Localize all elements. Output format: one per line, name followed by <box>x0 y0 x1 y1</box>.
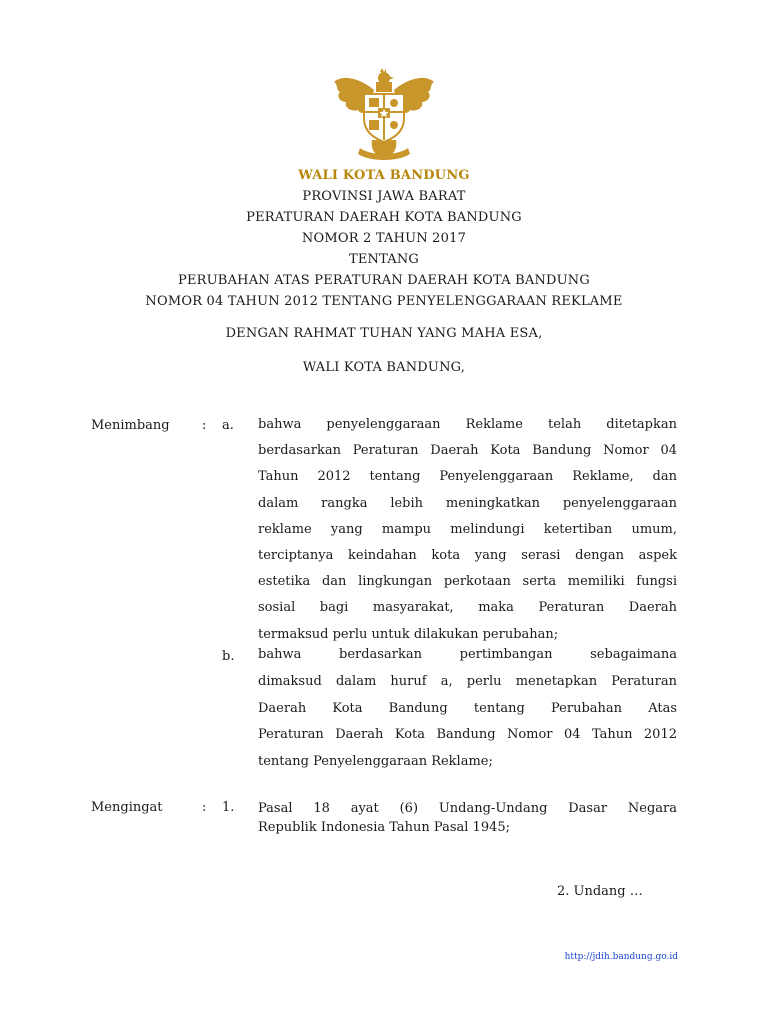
menimbang-item-a-text <box>258 412 677 648</box>
mengingat-item-1-marker: 1. <box>222 800 235 815</box>
text-line: dalam rangka lebih meningkatkan penyelenggaraan <box>258 495 677 511</box>
text-line: estetika dan lingkungan perkotaan serta memiliki fungsi <box>258 574 677 590</box>
menimbang-item-b-text <box>258 642 677 776</box>
header-subject-line2: NOMOR 04 TAHUN 2012 TENTANG PENYELENGGARAAN REKLAME <box>145 294 623 309</box>
text-line: sosial bagi masyarakat, maka Peraturan Daerah <box>258 600 677 616</box>
header-number: NOMOR 2 TAHUN 2017 <box>301 231 467 246</box>
header-subject-line1: PERUBAHAN ATAS PERATURAN DAERAH KOTA BANDUNG <box>178 273 590 288</box>
text-line: Tahun 2012 tentang Penyelenggaraan Reklame, dan <box>258 469 677 485</box>
mengingat-colon: : <box>202 800 207 815</box>
menimbang-colon: : <box>202 418 207 433</box>
text-line: dimaksud dalam huruf a, perlu menetapkan Peraturan <box>258 673 677 689</box>
mengingat-label: Mengingat <box>91 800 163 815</box>
footer-link[interactable]: http://jdih.bandung.go.id <box>564 952 678 962</box>
header-regulation: PERATURAN DAERAH KOTA BANDUNG <box>246 210 522 225</box>
menimbang-item-a-marker: a. <box>222 418 234 433</box>
text-line: Peraturan Daerah Kota Bandung Nomor 04 Tahun 2012 <box>258 727 677 743</box>
text-line: Pasal 18 ayat (6) Undang-Undang Dasar Negara <box>258 801 677 816</box>
text-line: Republik Indonesia Tahun Pasal 1945; <box>258 820 511 835</box>
garuda-emblem-icon <box>330 68 438 164</box>
text-line: Daerah Kota Bandung tentang Perubahan Atas <box>258 700 677 716</box>
text-line: tentang Penyelenggaraan Reklame; <box>258 754 493 770</box>
menimbang-label: Menimbang <box>91 418 170 433</box>
header-blessing: DENGAN RAHMAT TUHAN YANG MAHA ESA, <box>225 326 543 341</box>
header-title: WALI KOTA BANDUNG <box>298 168 470 183</box>
menimbang-item-b-marker: b. <box>222 649 235 664</box>
header-province: PROVINSI JAWA BARAT <box>302 189 466 204</box>
text-line: bahwa penyelenggaraan Reklame telah ditetapkan <box>258 417 677 432</box>
header-about: TENTANG <box>348 252 420 267</box>
mengingat-item-1-text <box>258 799 677 837</box>
text-line: termaksud perlu untuk dilakukan perubahan; <box>258 626 559 642</box>
header-mayor: WALI KOTA BANDUNG, <box>302 360 466 375</box>
text-line: terciptanya keindahan kota yang serasi dengan aspek <box>258 548 677 564</box>
text-line: bahwa berdasarkan pertimbangan sebagaimana <box>258 647 677 662</box>
page-continuation: 2. Undang … <box>557 884 643 899</box>
text-line: berdasarkan Peraturan Daerah Kota Bandung Nomor 04 <box>258 443 677 459</box>
text-line: reklame yang mampu melindungi ketertiban umum, <box>258 521 677 537</box>
